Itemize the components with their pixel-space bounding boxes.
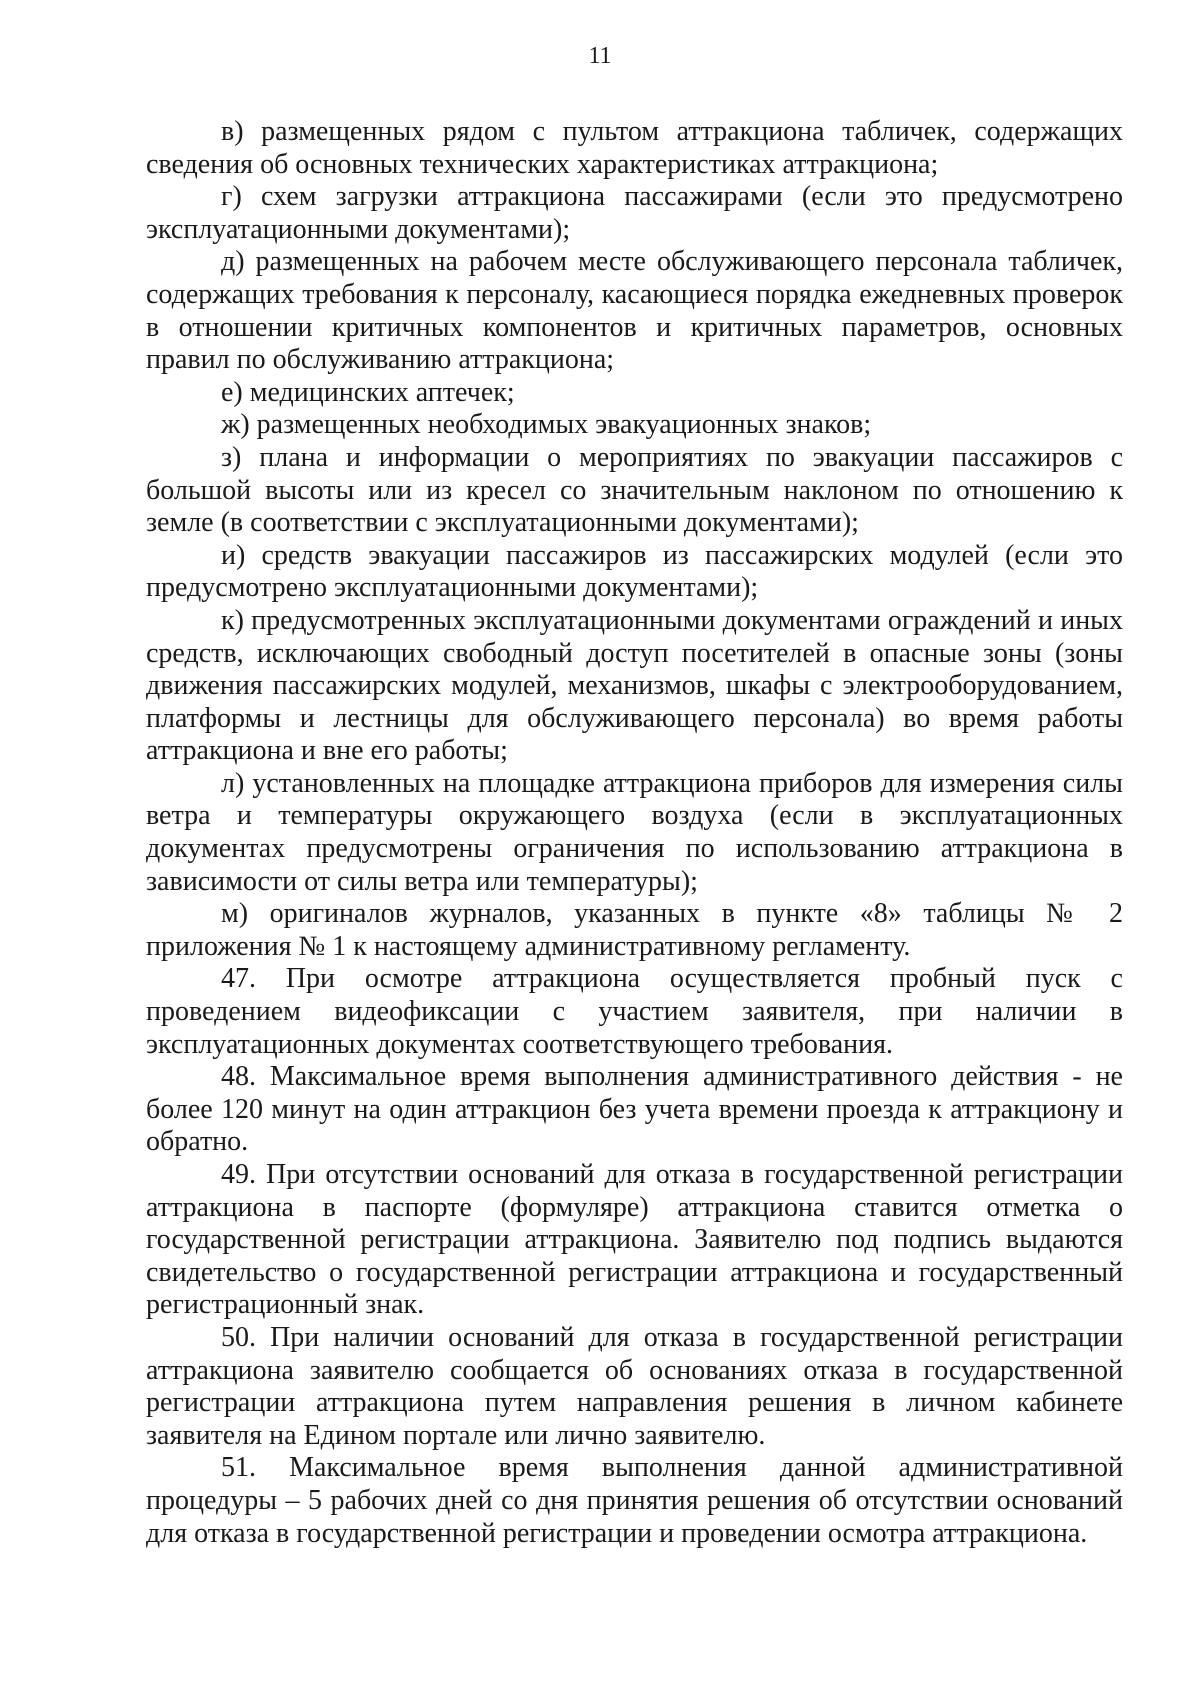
paragraph-g: г) схем загрузки аттракциона пассажирами (если это предусмотрено эксплуатационными документами); xyxy=(146,181,1123,245)
paragraph-zh: ж) размещенных необходимых эвакуационных знаков; xyxy=(221,409,872,441)
document-body xyxy=(146,116,1123,1550)
paragraph-i: и) средств эвакуации пассажиров из пассажирских модулей (если это предусмотрено эксплуатационными документами); xyxy=(146,539,1123,604)
paragraph-l: л) установленных на площадке аттракциона приборов для измерения силы ветра и температуры окружающего воздуха (если в эксплуатационных документах предусмотрены ограничения по использованию аттракциона в зависимости от силы ветра или температуры); xyxy=(146,767,1123,897)
paragraph-z: з) плана и информации о мероприятиях по эвакуации пассажиров с большой высоты или из кресел со значительным наклоном по отношению к земле (в соответствии с эксплуатационными документами); xyxy=(146,441,1123,539)
paragraph-51: 51. Максимальное время выполнения данной административной процедуры – 5 рабочих дней со дня принятия решения об отсутствии оснований для отказа в государственной регистрации и проведении осмотра аттракциона. xyxy=(146,1452,1123,1549)
paragraph-v: в) размещенных рядом с пультом аттракциона табличек, содержащих сведения об основных технических характеристиках аттракциона; xyxy=(146,116,1123,180)
paragraph-e: е) медицинских аптечек; xyxy=(221,376,515,408)
paragraph-49: 49. При отсутствии оснований для отказа в государственной регистрации аттракциона в паспорте (формуляре) аттракциона ставится отметка о государственной регистрации аттракциона. Заявителю под подпись выдаются свидетельство о государственной регистрации аттракциона и государственный регистрационный знак. xyxy=(146,1159,1123,1321)
paragraph-50: 50. При наличии оснований для отказа в государственной регистрации аттракциона заявителю сообщается об основаниях отказа в государственной регистрации аттракциона путем направления решения в личном кабинете заявителя на Едином портале или лично заявителю. xyxy=(146,1321,1123,1451)
paragraph-48: 48. Максимальное время выполнения административного действия - не более 120 минут на один аттракцион без учета времени проезда к аттракциону и обратно. xyxy=(146,1061,1123,1158)
paragraph-47: 47. При осмотре аттракциона осуществляется пробный пуск с проведением видеофиксации с участием заявителя, при наличии в эксплуатационных документах соответствующего требования. xyxy=(146,963,1123,1060)
paragraph-m: м) оригиналов журналов, указанных в пункте «8» таблицы № 2 приложения № 1 к настоящему административному регламенту. xyxy=(146,898,1123,962)
paragraph-d: д) размещенных на рабочем месте обслуживающего персонала табличек, содержащих требования к персоналу, касающиеся порядка ежедневных проверок в отношении критичных компонентов и критичных параметров, основных правил по обслуживанию аттракциона; xyxy=(146,246,1123,376)
paragraph-k: к) предусмотренных эксплуатационными документами ограждений и иных средств, исключающих свободный доступ посетителей в опасные зоны (зоны движения пассажирских модулей, механизмов, шкафы с электрооборудованием, платформы и лестницы для обслуживающего персонала) во время работы аттракциона и вне его работы; xyxy=(146,604,1123,767)
page-number: 11 xyxy=(588,43,612,69)
